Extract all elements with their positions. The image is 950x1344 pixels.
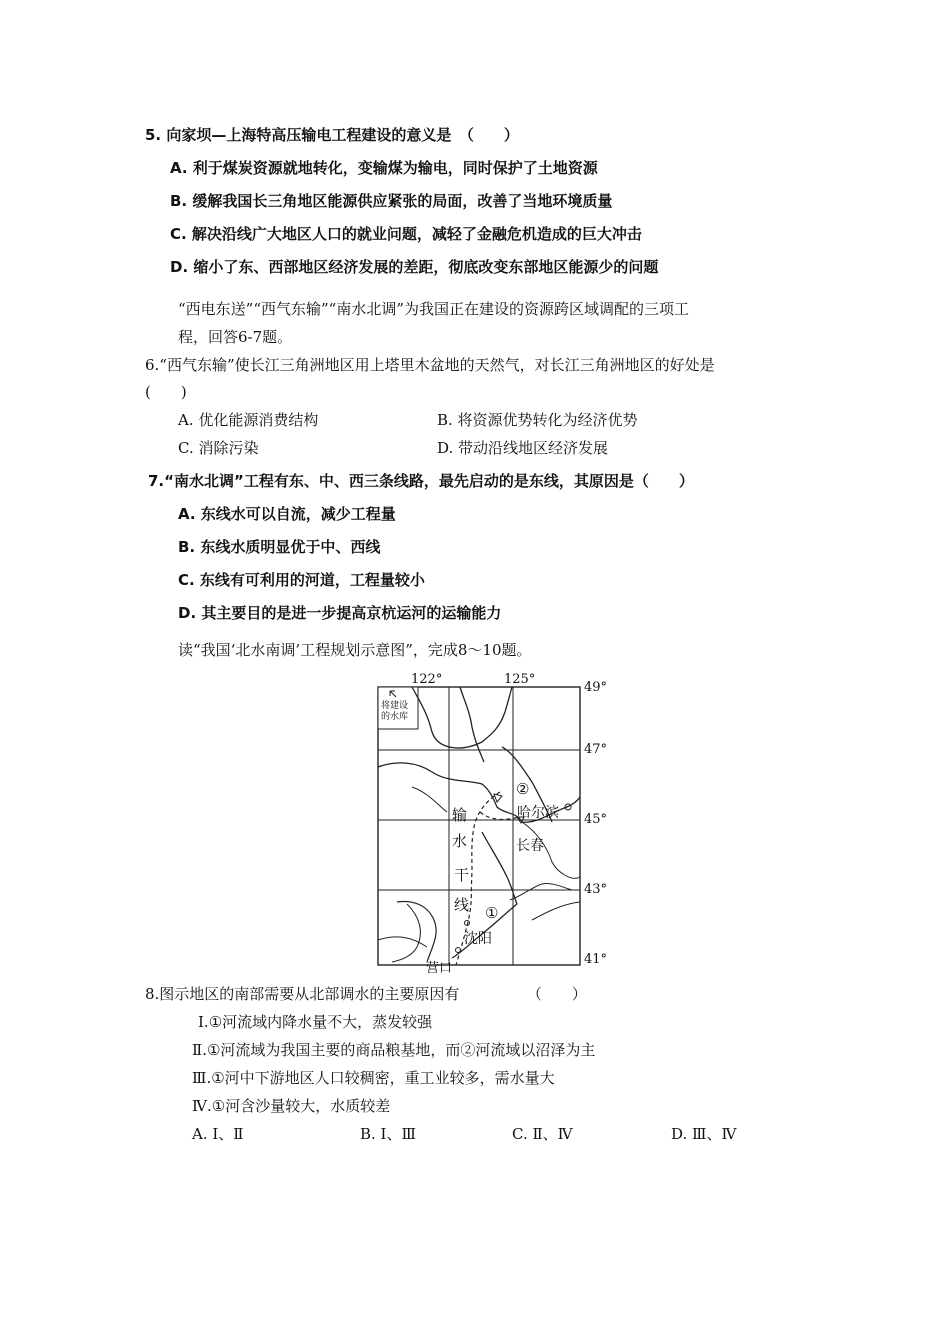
q8-option-b: B. Ⅰ、Ⅲ	[360, 1125, 416, 1143]
q6-option-a: A. 优化能源消费结构	[178, 411, 319, 429]
q6-stem-paren: ( )	[145, 383, 187, 401]
q6-option-c: C. 消除污染	[178, 439, 259, 457]
map-canal-char-4: 线	[454, 896, 470, 914]
map-canal-char-1: 输	[452, 806, 468, 824]
q7-option-a: A. 东线水可以自流，减少工程量	[178, 505, 396, 523]
map-lat-45: 45°	[584, 812, 608, 827]
q5-option-c: C. 解决沿线广大地区人口的就业问题，减轻了金融危机造成的巨大冲击	[170, 225, 642, 243]
q7-option-c: C. 东线有可利用的河道，工程量较小	[178, 571, 425, 589]
map-canal-char-2: 水	[452, 832, 468, 850]
map-lon-122: 122°	[411, 672, 443, 687]
map-lat-47: 47°	[584, 742, 608, 757]
q5-option-a: A. 利于煤炭资源就地转化，变输煤为输电，同时保护了土地资源	[170, 159, 598, 177]
intro-8-10: 读“我国‘北水南调’工程规划示意图”，完成8～10题。	[178, 641, 532, 659]
map-lat-49: 49°	[584, 680, 608, 695]
intro-6-7-line1: “西电东送”“西气东输”“南水北调”为我国正在建设的资源跨区域调配的三项工	[178, 300, 690, 318]
q8-option-c: C. Ⅱ、Ⅳ	[512, 1125, 573, 1143]
map-lon-125: 125°	[504, 672, 536, 687]
q8-item-2: Ⅱ.①河流域为我国主要的商品粮基地，而②河流域以沼泽为主	[192, 1041, 596, 1059]
q5-option-b: B. 缓解我国长三角地区能源供应紧张的局面，改善了当地环境质量	[170, 192, 613, 210]
intro-6-7-line2: 程，回答6-7题。	[178, 328, 293, 346]
q8-item-1: Ⅰ.①河流域内降水量不大，蒸发较强	[198, 1013, 433, 1031]
map-legend-line1: 将建设	[381, 701, 409, 711]
map-lat-41: 41°	[584, 952, 608, 967]
q8-stem: 8.图示地区的南部需要从北部调水的主要原因有 （ ）	[145, 985, 587, 1003]
q6-option-b: B. 将资源优势转化为经济优势	[437, 411, 638, 429]
map-lat-43: 43°	[584, 882, 608, 897]
map-marker-1: ①	[485, 904, 499, 922]
q6-stem: 6.“西气东输”使长江三角洲地区用上塔里木盆地的天然气，对长江三角洲地区的好处是	[145, 356, 715, 374]
map-city-yingkou: 营口	[426, 961, 453, 976]
map-city-shenyang: 沈阳	[464, 931, 492, 947]
q8-item-3: Ⅲ.①河中下游地区人口较稠密，重工业较多，需水量大	[192, 1069, 555, 1087]
q7-option-b: B. 东线水质明显优于中、西线	[178, 538, 381, 556]
q8-option-d: D. Ⅲ、Ⅳ	[671, 1125, 737, 1143]
q5-stem: 5. 向家坝—上海特高压输电工程建设的意义是 （ ）	[145, 126, 519, 144]
map-city-changchun: 长春	[516, 838, 544, 854]
map-canal-char-3: 干	[454, 866, 470, 884]
q8-option-a: A. Ⅰ、Ⅱ	[192, 1125, 244, 1143]
q8-item-4: Ⅳ.①河含沙量较大，水质较差	[192, 1097, 391, 1115]
q5-option-d: D. 缩小了东、西部地区经济发展的差距，彻底改变东部地区能源少的问题	[170, 258, 659, 276]
map-marker-2: ②	[516, 780, 530, 798]
q7-stem: 7.“南水北调”工程有东、中、西三条线路，最先启动的是东线，其原因是（ ）	[148, 472, 694, 490]
map-city-harbin: 哈尔滨	[517, 805, 559, 821]
water-diversion-map	[372, 672, 612, 976]
q6-option-d: D. 带动沿线地区经济发展	[437, 439, 609, 457]
q7-option-d: D. 其主要目的是进一步提高京杭运河的运输能力	[178, 604, 502, 622]
map-legend-line2: 的水库	[381, 712, 409, 722]
